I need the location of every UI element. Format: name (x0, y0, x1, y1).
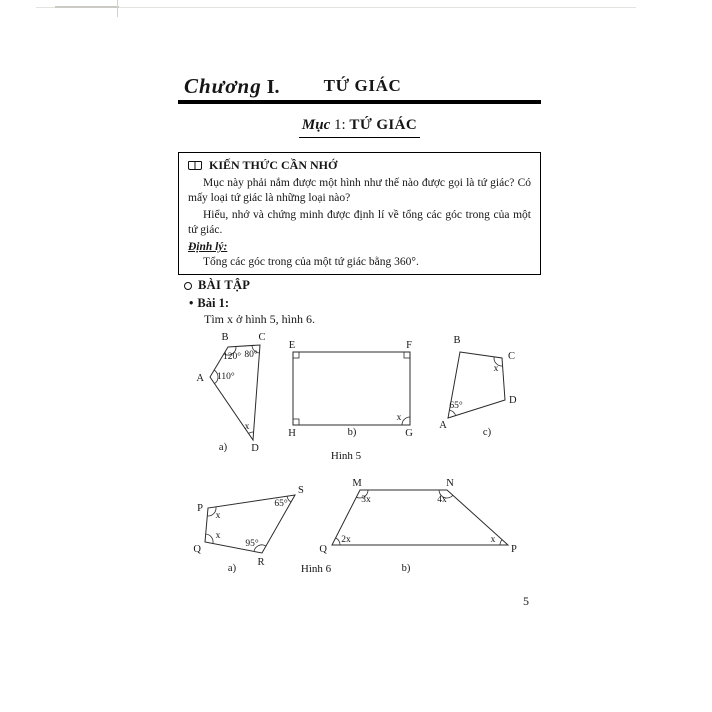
fig6a-vertex-Q-label: Q (193, 544, 201, 555)
fig6b-angle-M-value: 3x (361, 495, 371, 505)
fig5a-angle-arc-D (249, 432, 254, 433)
figure-6a (193, 485, 304, 574)
chapter-numeral: I. (266, 76, 280, 98)
fig5a-caption: a) (218, 442, 228, 453)
fig5c-vertex-B-label: B (453, 335, 461, 346)
header-rule (178, 100, 541, 104)
fig6a-caption: a) (227, 563, 237, 574)
fig6a-angle-R-value: 95° (245, 539, 259, 549)
fig5b-right-angle-E (293, 352, 299, 358)
book-icon (188, 161, 202, 170)
fig5c-angle-C-value: x (493, 364, 499, 374)
bullet-icon: • (189, 296, 194, 310)
section-heading-underline (299, 117, 420, 138)
fig5b-rectangle (293, 352, 410, 425)
fig5a-vertex-A-label: A (196, 373, 204, 384)
hinh5-caption: Hình 5 (330, 450, 362, 462)
hinh6-caption: Hình 6 (300, 563, 332, 575)
fig6a-angle-Q-value: x (215, 531, 221, 541)
fig6b-vertex-M-label: M (352, 478, 362, 489)
fig5a-angle-C-value: 80° (244, 350, 258, 360)
knowledge-paragraph-2: Hiểu, nhớ và chứng minh được định lí về tổng các góc trong của một tứ giác. (188, 209, 531, 236)
fig5b-vertex-F-label: F (406, 340, 412, 351)
fig6b-angle-Q-value: 2x (341, 535, 351, 545)
fig5c-angle-A-value: 65° (449, 401, 463, 411)
figure-6b (319, 478, 517, 574)
figures-canvas (180, 328, 545, 583)
fig6b-quadrilateral (332, 490, 508, 545)
fig6a-angle-S-value: 65° (274, 499, 288, 509)
chapter-header (184, 74, 541, 100)
scan-artifact (55, 6, 119, 8)
fig5c-caption: c) (482, 427, 492, 438)
figure-5c (439, 335, 517, 438)
section-heading (178, 117, 541, 138)
fig5c-vertex-D-label: D (509, 395, 517, 406)
fig6b-vertex-N-label: N (446, 478, 454, 489)
fig6a-angle-arc-S (287, 496, 291, 502)
fig6b-angle-arc-Q (336, 538, 340, 545)
fig5b-caption: b) (347, 427, 357, 438)
knowledge-paragraph-1: Mục này phải nắm được một hình như thế nào được gọi là tứ giác? Có mấy loại tứ giác là những loại nào? (188, 177, 531, 204)
section-title: TỨ GIÁC (349, 117, 418, 133)
fig5b-right-angle-H (293, 419, 299, 425)
fig5b-vertex-G-label: G (405, 428, 413, 439)
fig5b-vertex-H-label: H (288, 428, 296, 439)
figure-5a (196, 332, 265, 454)
knowledge-box-title-row (188, 158, 531, 173)
fig6b-caption: b) (401, 563, 411, 574)
fig5c-vertex-C-label: C (508, 351, 516, 362)
fig6a-angle-P-value: x (215, 511, 221, 521)
problem-1-text: Tìm x ở hình 5, hình 6. (204, 312, 316, 326)
section-number: 1: (334, 117, 346, 133)
section-prefix: Mục (301, 117, 331, 133)
fig5b-angle-arc-G (402, 417, 410, 425)
fig6a-vertex-R-label: R (257, 557, 265, 568)
fig5a-angle-A-value: 110° (217, 372, 235, 382)
chapter-word: Chương (184, 74, 262, 98)
fig5a-vertex-C-label: C (258, 332, 266, 343)
theorem-label: Định lý: (188, 241, 228, 254)
fig6b-vertex-Q-label: Q (319, 544, 327, 555)
fig6b-angle-N-value: 4x (437, 495, 447, 505)
fig6b-angle-arc-P (500, 540, 502, 545)
fig5b-angle-G-value: x (396, 413, 402, 423)
fig6a-vertex-P-label: P (197, 503, 203, 514)
fig5a-angle-D-value: x (244, 422, 250, 432)
scan-artifact (36, 7, 636, 8)
knowledge-box (178, 152, 541, 275)
fig6b-vertex-P-label: P (511, 544, 517, 555)
fig5a-angle-B-value: 120° (222, 352, 242, 362)
fig5a-vertex-B-label: B (221, 332, 229, 343)
fig5b-right-angle-F (404, 352, 410, 358)
fig6a-vertex-S-label: S (298, 485, 304, 496)
chapter-title: TỨ GIÁC (323, 76, 402, 95)
problem-1-label (189, 296, 229, 311)
exercises-heading-label: BÀI TẬP (198, 278, 251, 292)
theorem-text: Tổng các góc trong của một tứ giác bằng 360°. (203, 255, 419, 268)
problem-1-title: Bài 1: (197, 296, 229, 310)
fig5a-vertex-D-label: D (251, 443, 259, 454)
circle-icon (184, 282, 192, 290)
fig5c-vertex-A-label: A (439, 420, 447, 431)
scan-artifact (117, 0, 118, 17)
page-number: 5 (523, 594, 529, 608)
fig6b-angle-P-value: x (490, 535, 496, 545)
fig5b-vertex-E-label: E (288, 340, 296, 351)
exercises-heading (184, 278, 250, 293)
figure-5b (288, 340, 413, 439)
knowledge-box-title: KIẾN THỨC CẦN NHỚ (209, 158, 338, 172)
